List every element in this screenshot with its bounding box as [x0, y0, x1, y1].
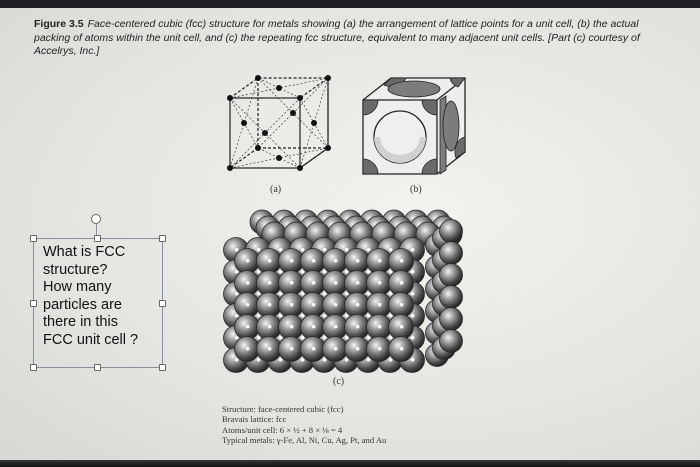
atom-highlight: [279, 270, 283, 274]
atom-highlight: [290, 303, 294, 307]
atom-highlight: [246, 347, 250, 351]
atom-highlight: [400, 325, 404, 329]
fcc-packed-cell: [363, 78, 465, 174]
resize-handle-bottom[interactable]: [94, 364, 101, 371]
atom-highlight: [389, 336, 393, 340]
atom-highlight: [378, 281, 382, 285]
atom-highlight: [367, 314, 371, 318]
atom-highlight: [235, 314, 239, 318]
atom-sphere: [440, 286, 463, 309]
atom-highlight: [334, 325, 338, 329]
atom-highlight: [323, 292, 327, 296]
atom-highlight: [367, 358, 371, 362]
atom-highlight: [246, 281, 250, 285]
atom-highlight: [312, 325, 316, 329]
atom-highlight: [312, 281, 316, 285]
atom-highlight: [312, 259, 316, 263]
atom-highlight: [323, 358, 327, 362]
atom-highlight: [400, 347, 404, 351]
resize-handle-top-right[interactable]: [159, 235, 166, 242]
atom-highlight: [257, 336, 261, 340]
atom-highlight: [389, 358, 393, 362]
atom-sphere: [440, 242, 463, 265]
atom-highlight: [411, 270, 415, 274]
atom-highlight: [268, 347, 272, 351]
atom-highlight: [334, 303, 338, 307]
note-line-3: How many: [43, 279, 112, 295]
atom-highlight: [235, 248, 239, 252]
atom-highlight: [257, 314, 261, 318]
atom-highlight: [400, 303, 404, 307]
atom-highlight: [279, 248, 283, 252]
resize-handle-bottom-left[interactable]: [30, 364, 37, 371]
atom-highlight: [235, 292, 239, 296]
atom-highlight: [246, 325, 250, 329]
figure-number: Figure 3.5: [34, 18, 84, 30]
atom-highlight: [257, 292, 261, 296]
atom-highlight: [301, 270, 305, 274]
atom-highlight: [323, 248, 327, 252]
atom-highlight: [268, 303, 272, 307]
atom-highlight: [301, 248, 305, 252]
atom-highlight: [312, 303, 316, 307]
atom-highlight: [378, 303, 382, 307]
atom-highlight: [246, 259, 250, 263]
atom-highlight: [246, 303, 250, 307]
atom-sphere: [440, 264, 463, 287]
atom-highlight: [400, 259, 404, 263]
atom-highlight: [378, 259, 382, 263]
atom-highlight: [279, 336, 283, 340]
atom-highlight: [290, 325, 294, 329]
note-line-2: structure?: [43, 261, 108, 278]
atom-highlight: [301, 314, 305, 318]
atom-highlight: [235, 270, 239, 274]
atom-highlight: [290, 347, 294, 351]
info-lattice: Bravais lattice: fcc: [222, 414, 287, 425]
info-structure: Structure: face-centered cubic (fcc): [222, 404, 344, 414]
atom-highlight: [279, 358, 283, 362]
atom-highlight: [290, 259, 294, 263]
atom-sphere: [440, 220, 463, 243]
atom-highlight: [389, 314, 393, 318]
resize-handle-top-left[interactable]: [30, 235, 37, 242]
atom-highlight: [301, 336, 305, 340]
atom-highlight: [323, 336, 327, 340]
atom-highlight: [367, 336, 371, 340]
atom-highlight: [257, 358, 261, 362]
atom-highlight: [334, 347, 338, 351]
atom-highlight: [323, 270, 327, 274]
resize-handle-right[interactable]: [159, 300, 166, 307]
label-a: (a): [270, 184, 282, 195]
atom-highlight: [301, 358, 305, 362]
atom-highlight: [345, 336, 349, 340]
atom-highlight: [411, 314, 415, 318]
atom-highlight: [268, 259, 272, 263]
resize-handle-left[interactable]: [30, 300, 37, 307]
atom-highlight: [268, 325, 272, 329]
atom-sphere: [440, 330, 463, 353]
atom-highlight: [389, 292, 393, 296]
atom-highlight: [356, 325, 360, 329]
atom-highlight: [345, 292, 349, 296]
atom-highlight: [378, 325, 382, 329]
caption-text: Face-centered cubic (fcc) structure for metals showing (a) the arrangement of lattice points for a unit cell, (b) the actual packing of atoms within the unit cell, and (c) the repeating fcc structure, equivalent to many adjacent unit cells. [Part (c) courtesy of Accelrys, Inc.]: [34, 18, 640, 57]
atom-highlight: [279, 292, 283, 296]
atom-highlight: [356, 259, 360, 263]
atom-highlight: [367, 292, 371, 296]
atom-sphere: [440, 308, 463, 331]
info-atoms: Atoms/unit cell: 6 × ½ + 8 × ⅛ = 4: [222, 424, 343, 435]
atom-highlight: [345, 270, 349, 274]
atom-highlight: [411, 248, 415, 252]
atom-highlight: [257, 270, 261, 274]
atom-highlight: [356, 303, 360, 307]
atom-highlight: [290, 281, 294, 285]
resize-handle-top[interactable]: [94, 235, 101, 242]
note-line-1: What is FCC: [43, 244, 126, 260]
resize-handle-bottom-right[interactable]: [159, 364, 166, 371]
note-line-6: FCC unit cell ?: [43, 331, 139, 348]
atom-highlight: [334, 259, 338, 263]
atom-highlight: [268, 281, 272, 285]
atom-highlight: [378, 347, 382, 351]
atom-highlight: [334, 281, 338, 285]
note-line-5: there in this: [43, 314, 118, 330]
atom-highlight: [279, 314, 283, 318]
atom-highlight: [312, 347, 316, 351]
atom-highlight: [356, 347, 360, 351]
atom-highlight: [400, 281, 404, 285]
rotate-handle[interactable]: [91, 214, 101, 224]
atom-highlight: [411, 292, 415, 296]
atom-highlight: [257, 248, 261, 252]
question-text-box[interactable]: [33, 238, 163, 368]
atom-highlight: [411, 336, 415, 340]
structure-info: [222, 404, 386, 446]
atom-highlight: [367, 270, 371, 274]
atom-highlight: [389, 248, 393, 252]
label-c: (c): [333, 376, 345, 387]
note-line-4: particles are: [43, 296, 122, 313]
atom-highlight: [356, 281, 360, 285]
atom-highlight: [235, 336, 239, 340]
atom-highlight: [367, 248, 371, 252]
atom-highlight: [345, 358, 349, 362]
atom-highlight: [411, 358, 415, 362]
label-b: (b): [410, 184, 422, 195]
atom-highlight: [345, 314, 349, 318]
atom-highlight: [235, 358, 239, 362]
atom-highlight: [323, 314, 327, 318]
atom-highlight: [345, 248, 349, 252]
info-metals: Typical metals: γ-Fe, Al, Ni, Cu, Ag, Pt, and Au: [222, 435, 387, 446]
atom-highlight: [301, 292, 305, 296]
atom-highlight: [389, 270, 393, 274]
fcc-repeating-structure: [224, 210, 463, 373]
